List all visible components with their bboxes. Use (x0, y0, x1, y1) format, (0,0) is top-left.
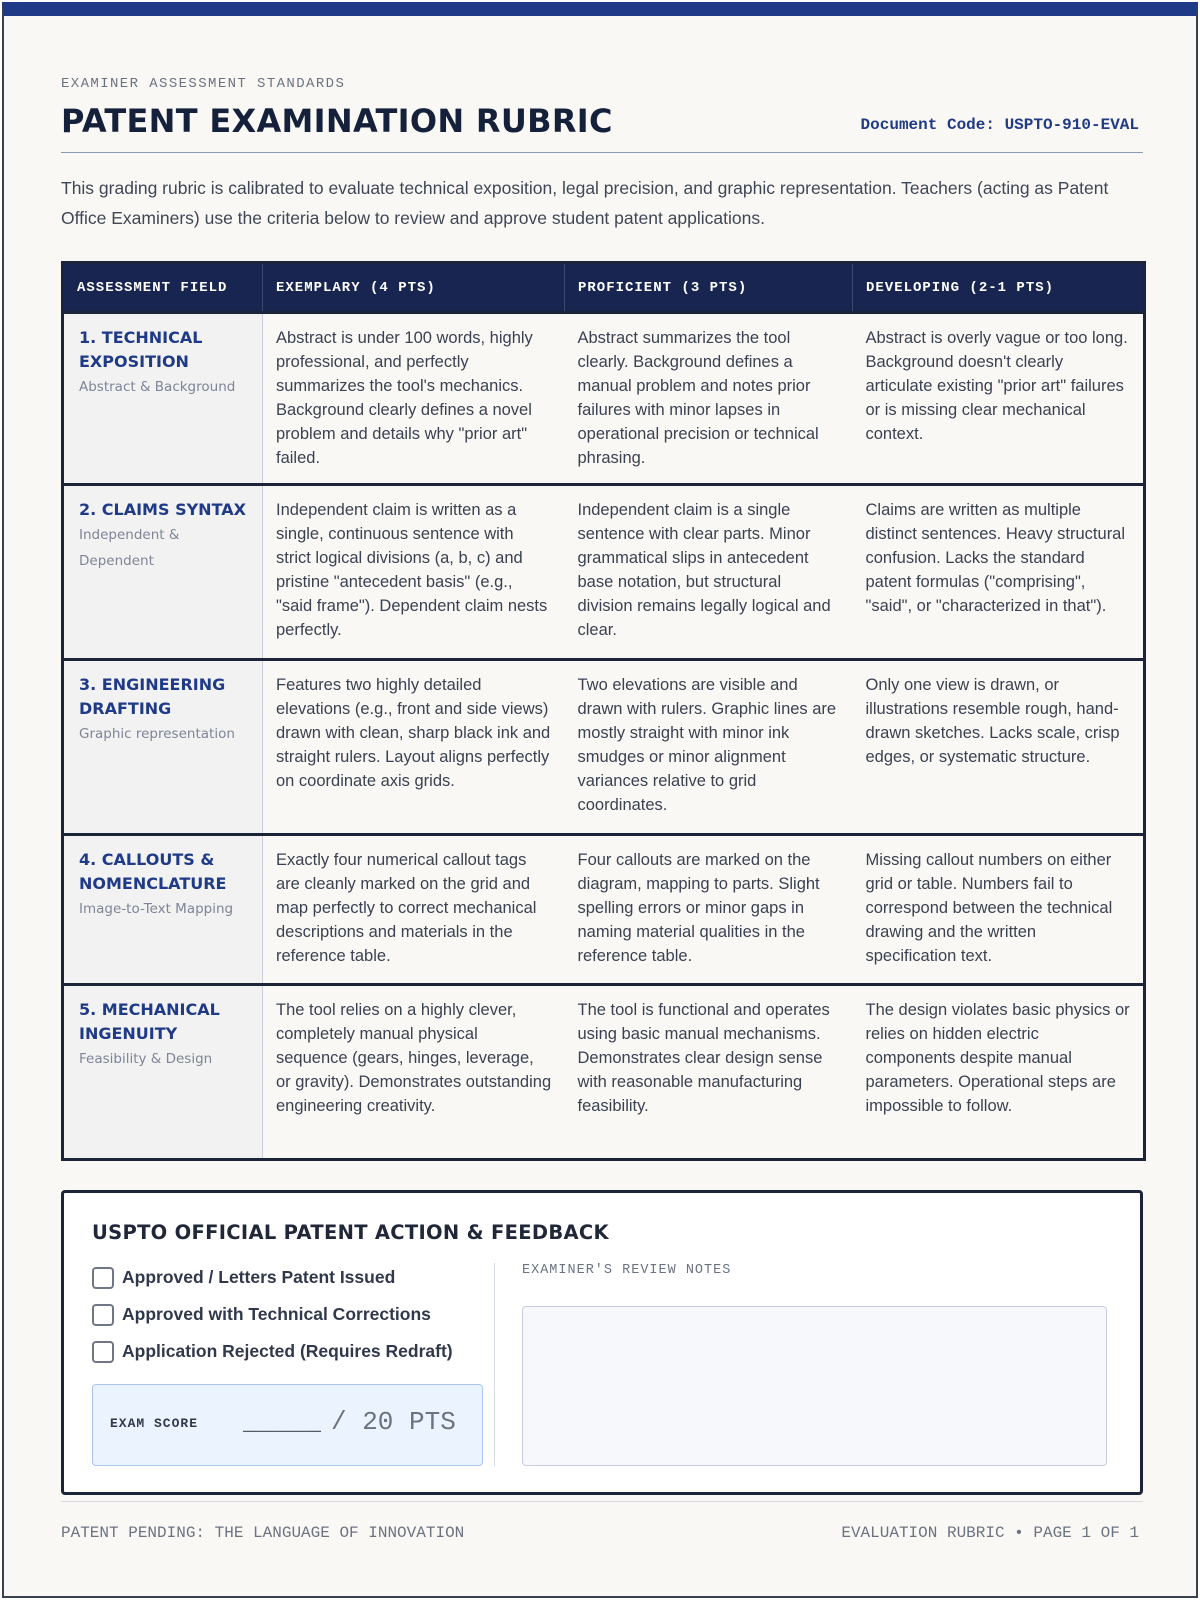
column-header-field: ASSESSMENT FIELD (63, 263, 263, 313)
proficient-cell: Four callouts are marked on the diagram, mapping to parts. Slight spelling errors or minor gaps in naming material qualities in the reference table. (577, 851, 820, 965)
assessment-field-cell (63, 313, 263, 485)
corrections-checkbox[interactable] (92, 1304, 114, 1326)
intro-paragraph: This grading rubric is calibrated to evaluate technical exposition, legal precision, and graphic representation. Teachers (acting as Patent Office Examiners) use the criteria below to review and approve student patent applications. (61, 178, 1109, 228)
exam-score-total: / 20 PTS (331, 1407, 456, 1437)
approved-checkbox[interactable] (92, 1267, 114, 1289)
developing-cell: The design violates basic physics or relies on hidden electric components despite manual parameters. Operational steps are impossible to follow. (865, 1001, 1130, 1115)
field-subtitle: Feasibility & Design (79, 1051, 213, 1067)
table-row (63, 835, 1145, 985)
action-title: USPTO OFFICIAL PATENT ACTION & FEEDBACK (92, 1221, 609, 1244)
field-subtitle: Image-to-Text Mapping (79, 901, 234, 917)
page-kicker: EXAMINER ASSESSMENT STANDARDS (61, 76, 346, 92)
patent-action-panel (61, 1190, 1143, 1495)
field-subtitle: Independent & Dependent (79, 527, 180, 569)
document-code: Document Code: USPTO-910-EVAL (860, 116, 1139, 134)
exemplary-cell: Exactly four numerical callout tags are cleanly marked on the grid and map perfectly to correct mechanical descriptions and materials in the reference table. (276, 851, 537, 965)
proficient-cell: Abstract summarizes the tool clearly. Background defines a manual problem and notes prior failures with minor lapses in operational precision or technical phrasing. (577, 329, 819, 467)
rubric-page (2, 2, 1198, 1598)
proficient-cell: Two elevations are visible and drawn with rulers. Graphic lines are mostly straight with minor ink smudges or minor alignment variances relative to grid coordinates. (577, 676, 837, 814)
field-name: 5. MECHANICAL INGENUITY (79, 1000, 220, 1043)
exam-score-label: EXAM SCORE (110, 1416, 199, 1431)
developing-cell: Missing callout numbers on either grid or table. Numbers fail to correspond between the technical drawing and the written specification text. (865, 851, 1113, 965)
option-rejected[interactable] (92, 1333, 453, 1370)
field-subtitle: Abstract & Background (79, 379, 236, 395)
table-row (63, 985, 1145, 1160)
page-title: PATENT EXAMINATION RUBRIC (61, 102, 613, 140)
exam-score-field[interactable]: _____ (243, 1407, 322, 1437)
assessment-field-cell (63, 485, 263, 660)
exemplary-cell: The tool relies on a highly clever, completely manual physical sequence (gears, hinges, leverage, or gravity). Demonstrates outstanding engineering creativity. (276, 1001, 552, 1115)
option-label: Approved with Technical Corrections (122, 1304, 431, 1324)
developing-cell: Only one view is drawn, or illustrations resemble rough, hand-drawn sketches. Lacks scale, crisp edges, or systematic structure. (865, 676, 1120, 766)
field-subtitle: Graphic representation (79, 726, 235, 742)
developing-cell: Claims are written as multiple distinct sentences. Heavy structural confusion. Lacks the standard patent formulas ("comprising", "said", or "characterized in that"). (865, 501, 1126, 615)
footer-page-info: EVALUATION RUBRIC • PAGE 1 OF 1 (841, 1524, 1139, 1542)
rejected-checkbox[interactable] (92, 1341, 114, 1363)
field-name: 1. TECHNICAL EXPOSITION (79, 328, 203, 371)
field-name: 4. CALLOUTS & NOMENCLATURE (79, 850, 227, 893)
exemplary-cell: Independent claim is written as a single, continuous sentence with strict logical divisions (a, b, c) and pristine "antecedent basis" (e.g., "said frame"). Dependent claim nests perfectly. (276, 501, 548, 639)
field-name: 3. ENGINEERING DRAFTING (79, 675, 226, 718)
exemplary-cell: Abstract is under 100 words, highly professional, and perfectly summarizes the tool's mechanics. Background clearly defines a novel problem and details why "prior art" failed. (276, 329, 533, 467)
assessment-field-cell (63, 835, 263, 985)
option-label: Approved / Letters Patent Issued (122, 1267, 396, 1287)
rubric-table (61, 261, 1146, 1161)
developing-cell: Abstract is overly vague or too long. Background doesn't clearly articulate existing "prior art" failures or is missing clear mechanical context. (865, 329, 1128, 443)
decision-options (92, 1259, 453, 1370)
option-approved-with-corrections[interactable] (92, 1296, 453, 1333)
table-row (63, 660, 1145, 835)
field-name: 2. CLAIMS SYNTAX (79, 500, 246, 519)
column-header-proficient: PROFICIENT (3 PTS) (565, 263, 853, 313)
exemplary-cell: Features two highly detailed elevations (e.g., front and side views) drawn with clean, sharp black ink and straight rulers. Layout aligns perfectly on coordinate axis grids. (276, 676, 551, 790)
footer-divider (61, 1501, 1143, 1502)
column-header-exemplary: EXEMPLARY (4 PTS) (263, 263, 565, 313)
exam-score-box (92, 1384, 483, 1466)
review-notes-textarea[interactable] (522, 1306, 1107, 1466)
header-divider (61, 152, 1143, 153)
option-label: Application Rejected (Requires Redraft) (122, 1341, 453, 1361)
table-row (63, 313, 1145, 485)
assessment-field-cell (63, 985, 263, 1160)
assessment-field-cell (63, 660, 263, 835)
footer-tagline: PATENT PENDING: THE LANGUAGE OF INNOVATION (61, 1524, 465, 1542)
table-header-row (63, 263, 1145, 313)
proficient-cell: The tool is functional and operates using basic manual mechanisms. Demonstrates clear design sense with reasonable manufacturing feasibility. (577, 1001, 830, 1115)
column-header-developing: DEVELOPING (2-1 PTS) (853, 263, 1145, 313)
table-row (63, 485, 1145, 660)
panel-divider (494, 1263, 495, 1466)
proficient-cell: Independent claim is a single sentence with clear parts. Minor grammatical slips in antecedent base notation, but structural division remains legally logical and clear. (577, 501, 831, 639)
review-notes-label: EXAMINER'S REVIEW NOTES (522, 1263, 732, 1278)
option-approved[interactable] (92, 1259, 453, 1296)
